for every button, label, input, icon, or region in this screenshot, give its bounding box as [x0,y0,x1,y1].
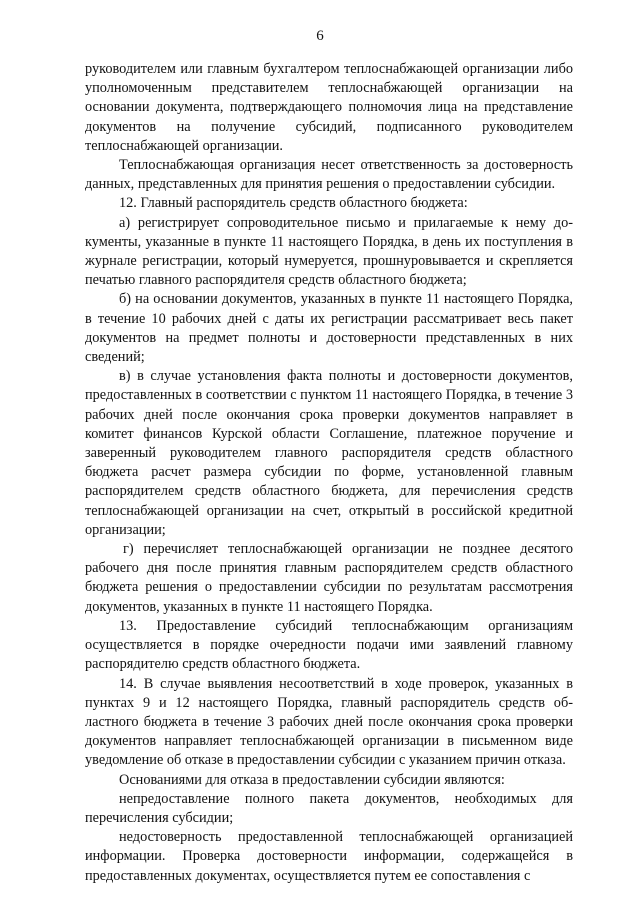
paragraph-clause-12b: б) на основании документов, указанных в пункте 11 настоящего Порядка, в течение 10 рабочих дней с даты их регистрации рассматривает весь пакет документов на предмет полноты и достоверности представленных в них сведений; [85,291,573,366]
body-text [85,60,573,886]
paragraph-clause-12g: г) перечисляет теплоснабжающей организации не позднее десятого рабочего дня после принятия главным распорядителем средств областного бюджета решения о предоставлении субсидии по результатам рассмотрения документов, указанных в пункте 11 настоящего Порядка. [85,541,573,615]
paragraph-clause-12a: а) регистрирует сопроводительное письмо и прилагаемые к нему документы, указанные в пункте 11 настоящего Порядка, в день их поступления в журнале регистрации, который нумеруется, прошнуровывается и скрепляется печатью главного распорядителя средств областного бюджета; [85,214,573,289]
paragraph-ground-incomplete: непредоставление полного пакета документов, необходимых для перечисления субсидии; [85,790,573,826]
paragraph-clause-12: 12. Главный распорядитель средств областного бюджета: [119,195,468,212]
paragraph-refusal-grounds: Основаниями для отказа в предоставлении субсидии являются: [119,771,505,788]
page-number: 6 [316,28,324,44]
paragraph-responsibility: Теплоснабжающая организация несет ответственность за достоверность данных, представленных для принятия решения о предоставлении субсидии. [85,157,573,193]
paragraph-clause-12v: в) в случае установления факта полноты и достоверности документов, предоставленных в соответствии с пунктом 11 настоящего Порядка, в течение 3 рабочих дней после окончания срока проверки документов направляет в комитет финансов Курской области Соглашение, платежное поручение и заверенный руководителем главного распорядителя средств областного бюджета расчет размера субсидии по форме, установленной главным распорядителем средств областного бюджета, для перечисления средств теплоснабжающей организации на счет, открытый в российской кредитной организации; [85,368,573,538]
paragraph-clause-14: 14. В случае выявления несоответствий в ходе проверок, указанных в пунктах 9 и 12 настоящего Порядка, главный распорядитель средств областного бюджета в течение 3 рабочих дней после окончания срока проверки документов направляет теплоснабжающей организации в письменном виде уведомление об отказе в предоставлении субсидии с указанием причин отказа. [85,675,573,769]
paragraph-ground-unreliable: недостоверность предоставленной теплоснабжающей организацией информации. Проверка достоверности информации, содержащейся в предоставленных документах, осуществляется путем ее сопоставления с [85,829,573,884]
paragraph-continuation: руководителем или главным бухгалтером теплоснабжающей организации либо уполномоченным представителем теплоснабжающей организации на основании документа, подтверждающего полномочия лица на представление документов на получение субсидий, подписанного руководителем теплоснабжающей организации. [85,61,573,154]
paragraph-clause-13: 13. Предоставление субсидий теплоснабжающим организациям осуществляется в порядке очередности подачи ими заявлений главному распорядителю средств областного бюджета. [85,617,573,673]
